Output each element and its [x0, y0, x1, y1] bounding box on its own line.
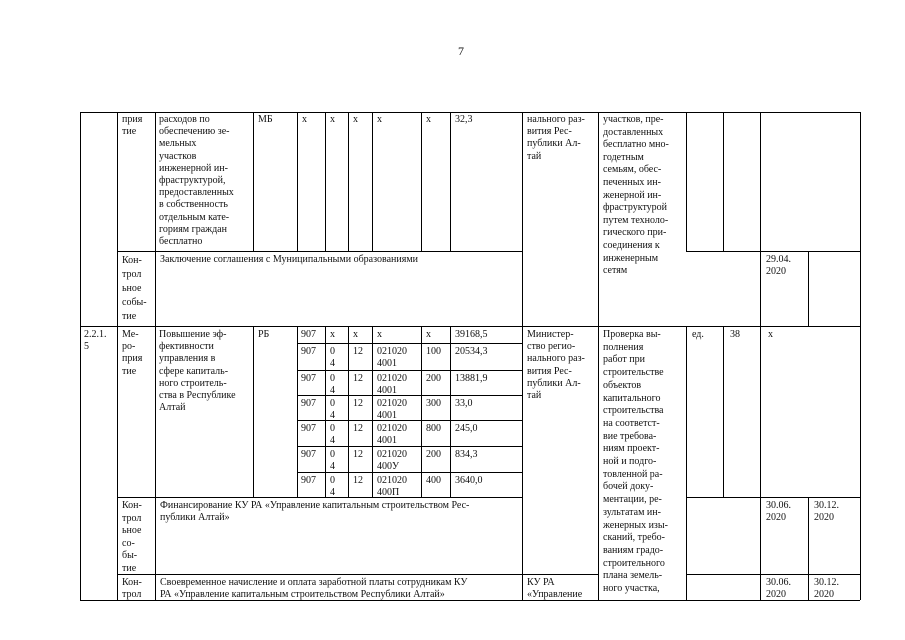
code-cell: х: [353, 114, 358, 125]
amount-cell: 245,0: [455, 423, 478, 434]
table-rule: [348, 112, 349, 251]
table-rule: [117, 112, 118, 600]
control-event-date: 29.04. 2020: [766, 254, 791, 278]
table-rule: [686, 326, 687, 600]
budget-section: 0 4: [330, 373, 335, 396]
budget-expense-type: х: [426, 329, 431, 340]
event-type: Ме- ро- прия тие: [122, 329, 143, 377]
table-rule: [760, 251, 860, 252]
amount-cell: 33,0: [455, 398, 473, 409]
table-top-rule: [80, 112, 860, 113]
budget-row-rule: [297, 446, 522, 447]
budget-subsection: 12: [353, 373, 363, 384]
table-rule: [450, 326, 451, 497]
table-rule: [686, 574, 860, 575]
amount-cell: 13881,9: [455, 373, 488, 384]
table-rule: [421, 326, 422, 497]
indicator-value: 38: [730, 329, 740, 340]
table-rule: [723, 112, 724, 251]
budget-target-article: 021020 4001: [377, 346, 407, 369]
control-event-date: 30.12. 2020: [814, 577, 839, 601]
table-rule: [348, 326, 349, 497]
row-rule: [80, 326, 860, 327]
amount-cell: 3640,0: [455, 475, 483, 486]
responsible-executor: Министер- ство регио- нального раз- вития Рес- публики Ал- тай: [527, 329, 585, 402]
budget-target-article: 021020 4001: [377, 423, 407, 446]
budget-section: 0 4: [330, 346, 335, 369]
event-type: прия тие: [122, 114, 143, 138]
budget-expense-type: 100: [426, 346, 441, 357]
budget-section: 0 4: [330, 449, 335, 472]
budget-subsection: 12: [353, 398, 363, 409]
row-number: 2.2.1. 5: [84, 329, 107, 353]
budget-expense-type: 300: [426, 398, 441, 409]
table-rule: [598, 112, 599, 600]
amount-cell: 20534,3: [455, 346, 488, 357]
budget-section: х: [330, 329, 335, 340]
control-event-type: Кон- трол ьное собы- тие: [122, 255, 147, 322]
event-name: расходов по обеспечению зе- мельных участков инженерной ин- фраструктурой, предоставленных в собственность отдельным кате- гориям граждан бесплатно: [159, 114, 234, 248]
row-rule: [117, 251, 522, 252]
table-rule: [522, 574, 598, 575]
table-rule: [253, 326, 254, 497]
control-event-text: Финансирование КУ РА «Управление капитальным строительством Рес- публики Алтай»: [160, 500, 470, 524]
budget-grbs: 907: [301, 346, 316, 357]
budget-row-rule: [297, 343, 522, 344]
table-rule: [860, 112, 861, 600]
result-indicator: участков, пре- доставленных бесплатно мно- годетным семьям, обес- печенных ин- женерной ин- фраструктурой путем техноло- гического при- соединения к инженерным сетям: [603, 114, 669, 277]
table-rule: [372, 326, 373, 497]
event-name: Повышение эф- фективности управления в сфере капиталь- ного строитель- ства в Республике Алтай: [159, 329, 236, 414]
control-event-date: 30.06. 2020: [766, 500, 791, 524]
control-event-date: 30.12. 2020: [814, 500, 839, 524]
budget-target-article: 021020 4001: [377, 398, 407, 421]
funding-source: РБ: [258, 329, 270, 340]
table-rule: [297, 112, 298, 251]
budget-subsection: 12: [353, 475, 363, 486]
table-rule: [723, 326, 724, 497]
budget-grbs: 907: [301, 373, 316, 384]
code-cell: х: [426, 114, 431, 125]
code-cell: х: [377, 114, 382, 125]
table-rule: [155, 112, 156, 600]
control-event-text: Заключение соглашения с Муниципальными образованиями: [160, 254, 418, 265]
table-rule: [808, 251, 809, 326]
control-event-text: Своевременное начисление и оплата заработной платы сотрудникам КУ РА «Управление капитальным строительством Республики Алтай»: [160, 577, 468, 601]
table-rule: [253, 112, 254, 251]
unit-of-measure: ед.: [692, 329, 704, 340]
table-rule: [297, 326, 298, 497]
result-indicator: Проверка вы- полнения работ при строительстве объектов капитального строительства на соответст- вие требова- ниям проект- ной и подго- товленной ра- бочей доку- ментации, ре- зультатам ин- женерных изы- сканий, требо- ваниям градо- строительного плана земель- ного участка,: [603, 329, 668, 595]
budget-expense-type: 200: [426, 449, 441, 460]
table-rule: [808, 497, 809, 600]
budget-row-rule: [297, 472, 522, 473]
budget-section: 0 4: [330, 423, 335, 446]
control-event-type: Кон- трол: [122, 577, 142, 601]
table-rule: [760, 112, 761, 600]
control-event-type: Кон- трол ьное со- бы- тие: [122, 500, 142, 574]
x-mark: х: [768, 329, 773, 340]
budget-subsection: 12: [353, 449, 363, 460]
table-rule: [686, 497, 860, 498]
budget-expense-type: 400: [426, 475, 441, 486]
budget-subsection: 12: [353, 346, 363, 357]
budget-target-article: 021020 400У: [377, 449, 407, 472]
amount-cell: 32,3: [455, 114, 473, 125]
table-rule: [421, 112, 422, 251]
control-event-date: 30.06. 2020: [766, 577, 791, 601]
budget-subsection: х: [353, 329, 358, 340]
table-rule: [372, 112, 373, 251]
table-rule: [117, 497, 522, 498]
table-rule: [117, 574, 522, 575]
amount-cell: 834,3: [455, 449, 478, 460]
budget-row-rule: [297, 370, 522, 371]
budget-grbs: 907: [301, 423, 316, 434]
page-number: 7: [458, 44, 464, 58]
responsible-executor: КУ РА «Управление: [527, 577, 583, 601]
budget-target-article: 021020 400П: [377, 475, 407, 498]
table-rule: [522, 112, 523, 600]
table-rule: [686, 251, 760, 252]
budget-grbs: 907: [301, 475, 316, 486]
budget-section: 0 4: [330, 398, 335, 421]
code-cell: х: [302, 114, 307, 125]
table-rule: [686, 112, 687, 251]
budget-section: 0 4: [330, 475, 335, 498]
amount-cell: 39168,5: [455, 329, 488, 340]
budget-grbs: 907: [301, 329, 316, 340]
table-rule: [450, 112, 451, 251]
table-rule: [80, 112, 81, 600]
table-rule: [325, 326, 326, 497]
budget-subsection: 12: [353, 423, 363, 434]
budget-grbs: 907: [301, 398, 316, 409]
budget-expense-type: 800: [426, 423, 441, 434]
budget-grbs: 907: [301, 449, 316, 460]
budget-target-article: х: [377, 329, 382, 340]
budget-expense-type: 200: [426, 373, 441, 384]
table-rule: [325, 112, 326, 251]
responsible-executor: нального раз- вития Рес- публики Ал- тай: [527, 114, 585, 162]
code-cell: х: [330, 114, 335, 125]
funding-source: МБ: [258, 114, 273, 125]
budget-target-article: 021020 4001: [377, 373, 407, 396]
